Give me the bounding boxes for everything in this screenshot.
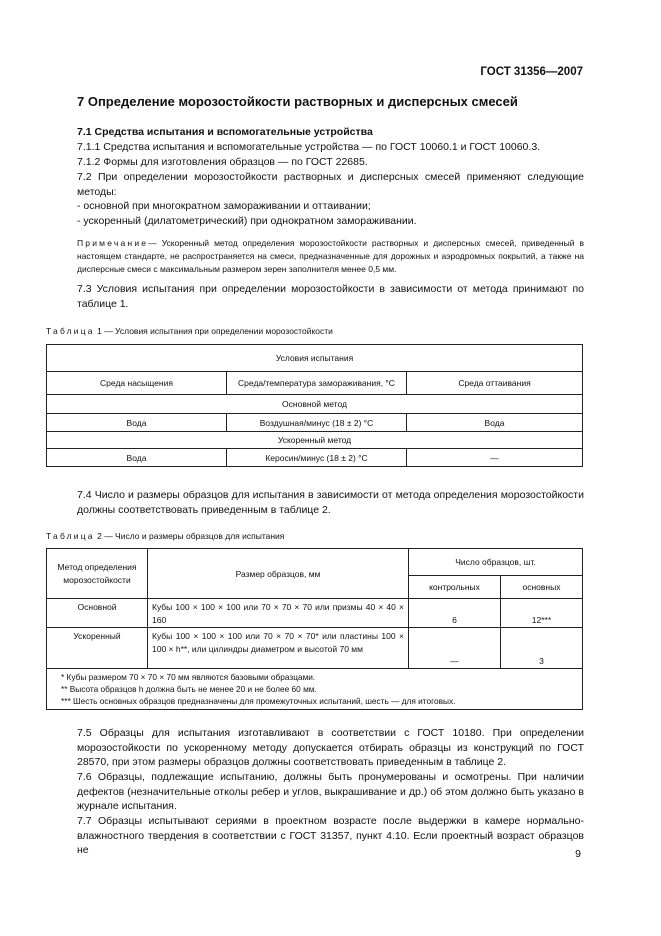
column-header: контрольных <box>409 576 501 599</box>
table-cell: — <box>407 449 583 467</box>
section-title: 7 Определение морозостойкости растворных и дисперсных смесей <box>77 94 518 109</box>
bullet-item: - основной при многократном замораживании и оттаивании; <box>77 200 371 212</box>
table-1 <box>46 344 583 467</box>
paragraph-7-1-1: 7.1.1 Средства испытания и вспомогательные устройства — по ГОСТ 10060.1 и ГОСТ 10060.3. <box>77 141 541 153</box>
table-cell: Вода <box>47 449 227 467</box>
column-header: Среда насыщения <box>47 372 227 395</box>
paragraph-7-6: 7.6 Образцы, подлежащие испытанию, должны быть пронумерованы и осмотрены. При наличии дефектов (незначительные отколы ребер и углов, выкрашивание и др.) об этом должно быть указано в журнале испытания. <box>77 771 584 812</box>
table-1-caption <box>46 326 333 336</box>
document-header: ГОСТ 31356—2007 <box>480 66 583 78</box>
table-cell: Кубы 100 × 100 × 100 или 70 × 70 × 70* или пластины 100 × 100 × h**, или цилиндры диаметром и высотой 70 мм <box>148 628 409 669</box>
table-header: Условия испытания <box>47 345 583 372</box>
note <box>77 237 584 276</box>
table-footnotes <box>47 669 583 710</box>
table-cell: Основной <box>47 599 148 628</box>
table-cell: Кубы 100 × 100 × 100 или 70 × 70 × 70 или призмы 40 × 40 × 160 <box>148 599 409 628</box>
paragraph-7-7: 7.7 Образцы испытывают сериями в проектном возрасте после выдержки в камере нормально-влажностного твердения в соответствии с ГОСТ 31357, пункт 4.10. Если проектный возраст образцов не <box>77 815 584 856</box>
caption-text: 2 — Число и размеры образцов для испытания <box>97 531 285 541</box>
footnote: * Кубы размером 70 × 70 × 70 мм являются базовыми образцами. <box>61 672 316 682</box>
table-cell: Керосин/минус (18 ± 2) °С <box>227 449 407 467</box>
footnote: *** Шесть основных образцов предназначены для промежуточных испытаний, шесть — для итоговых. <box>61 696 456 706</box>
table-2-caption <box>46 531 284 541</box>
page-number: 9 <box>575 848 581 860</box>
note-label: Примечание <box>77 238 149 248</box>
paragraph-7-1-2: 7.1.2 Формы для изготовления образцов — по ГОСТ 22685. <box>77 156 368 168</box>
table-cell: 6 <box>409 599 501 628</box>
paragraph-7-3: 7.3 Условия испытания при определении морозостойкости в зависимости от метода принимают по таблице 1. <box>77 283 584 310</box>
bullet-item: - ускоренный (дилатометрический) при однократном замораживании. <box>77 215 417 227</box>
column-header: Число образцов, шт. <box>409 549 583 576</box>
caption-text: 1 — Условия испытания при определении морозостойкости <box>97 326 333 336</box>
caption-label: Таблица <box>46 531 95 541</box>
table-cell: Воздушная/минус (18 ± 2) °С <box>227 414 407 432</box>
column-header: основных <box>501 576 583 599</box>
table-cell: 12*** <box>501 599 583 628</box>
note-text: — Ускоренный метод определения морозостойкости растворных и дисперсных смесей, приведенный в настоящем стандарте, не распространяется на смеси, предназначенные для дорожных и аэродромных покрытий, а также на дисперсные смеси с максимальным размером зерен заполнителя менее 0,5 мм. <box>77 238 584 274</box>
method-row-label: Основной метод <box>47 395 583 414</box>
subsection-title: 7.1 Средства испытания и вспомогательные устройства <box>77 126 373 138</box>
table-cell: — <box>409 628 501 669</box>
method-row-label: Ускоренный метод <box>47 432 583 449</box>
table-cell: Ускоренный <box>47 628 148 669</box>
column-header: Размер образцов, мм <box>148 549 409 599</box>
table-cell: Вода <box>407 414 583 432</box>
column-header: Метод определения морозостойкости <box>47 549 148 599</box>
column-header: Среда оттаивания <box>407 372 583 395</box>
caption-label: Таблица <box>46 326 95 336</box>
table-cell: Вода <box>47 414 227 432</box>
paragraph-7-5: 7.5 Образцы для испытания изготавливают в соответствии с ГОСТ 10180. При определении морозостойкости по ускоренному методу допускается отбирать образцы из конструкций по ГОСТ 28570, при этом размеры образцов должны соответствовать приведенным в таблице 2. <box>77 727 584 768</box>
paragraph-7-4: 7.4 Число и размеры образцов для испытания в зависимости от метода определения морозостойкости должны соответствовать приведенным в таблице 2. <box>77 489 584 516</box>
footnote: ** Высота образцов h должна быть не менее 20 и не более 60 мм. <box>61 684 317 694</box>
paragraph-7-2: 7.2 При определении морозостойкости растворных и дисперсных смесей применяют следующие методы: <box>77 171 584 198</box>
table-cell: 3 <box>501 628 583 669</box>
table-2 <box>46 548 583 710</box>
column-header: Среда/температура замораживания, °С <box>227 372 407 395</box>
